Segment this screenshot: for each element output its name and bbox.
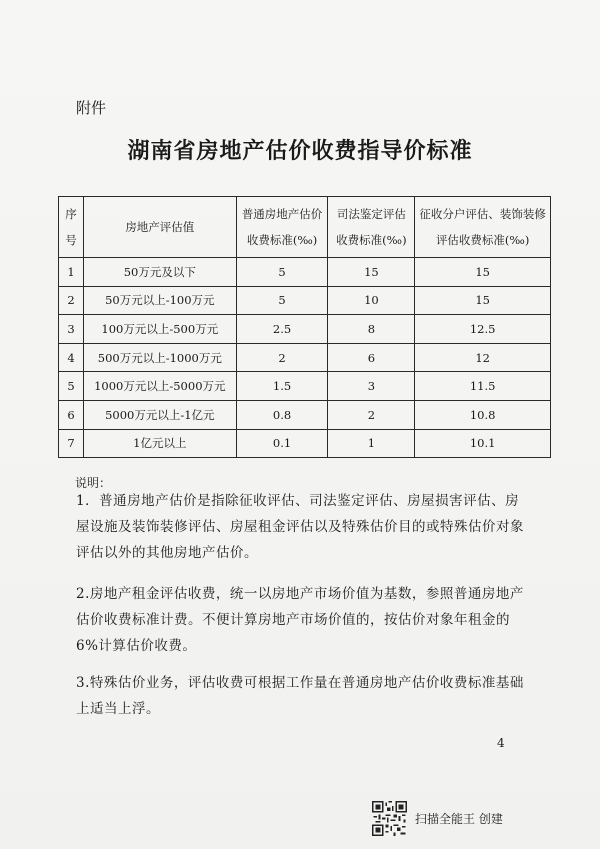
cell-judicial: 6 bbox=[328, 343, 415, 372]
table-header-row bbox=[59, 197, 551, 258]
cell-judicial: 3 bbox=[328, 372, 415, 401]
cell-general: 5 bbox=[236, 258, 328, 287]
header-general-line2: 收费标准(‰) bbox=[246, 233, 318, 247]
note-paragraph-3: 3.特殊估价业务，评估收费可根据工作量在普通房地产估价收费标准基础上适当上浮。 bbox=[76, 675, 524, 717]
qr-code-icon bbox=[372, 801, 407, 836]
cell-general: 1.5 bbox=[236, 372, 328, 401]
header-expropriation-line1: 征收分户评估、装饰装修 bbox=[419, 207, 546, 221]
cell-value: 1000万元以上-5000万元 bbox=[83, 372, 236, 401]
scanner-watermark bbox=[372, 801, 503, 836]
cell-value: 500万元以上-1000万元 bbox=[83, 343, 236, 372]
cell-expropriation: 10.1 bbox=[415, 429, 551, 458]
cell-value: 50万元及以下 bbox=[83, 258, 236, 287]
header-general bbox=[236, 197, 328, 258]
header-judicial bbox=[328, 197, 415, 258]
cell-seq: 2 bbox=[59, 286, 84, 315]
cell-judicial: 1 bbox=[328, 429, 415, 458]
cell-expropriation: 11.5 bbox=[415, 372, 551, 401]
notes-label: 说明： bbox=[75, 476, 112, 490]
header-general-line1: 普通房地产估价 bbox=[241, 207, 323, 221]
cell-judicial: 15 bbox=[328, 258, 415, 287]
table-row bbox=[59, 258, 551, 287]
page-number: 4 bbox=[497, 736, 505, 750]
header-judicial-line2: 收费标准(‰) bbox=[336, 233, 407, 247]
scanner-watermark-text: 扫描全能王 创建 bbox=[415, 812, 503, 826]
cell-seq: 4 bbox=[59, 343, 84, 372]
table-row bbox=[59, 372, 551, 401]
cell-expropriation: 15 bbox=[415, 286, 551, 315]
fee-standard-table bbox=[58, 196, 551, 458]
cell-value: 50万元以上-100万元 bbox=[83, 286, 236, 315]
cell-seq: 7 bbox=[59, 429, 84, 458]
note-paragraph-1: 1．普通房地产估价是指除征收评估、司法鉴定评估、房屋损害评估、房屋设施及装饰装修评估、房屋租金评估以及特殊估价目的或特殊估价对象评估以外的其他房地产估价。 bbox=[76, 493, 524, 561]
cell-general: 5 bbox=[236, 286, 328, 315]
cell-general: 2 bbox=[236, 343, 328, 372]
header-seq: 序号 bbox=[59, 197, 84, 258]
cell-seq: 5 bbox=[59, 372, 84, 401]
header-expropriation-line2: 评估收费标准(‰) bbox=[435, 233, 530, 247]
cell-seq: 6 bbox=[59, 400, 84, 429]
cell-value: 100万元以上-500万元 bbox=[83, 315, 236, 344]
header-expropriation bbox=[415, 197, 551, 258]
cell-seq: 1 bbox=[59, 258, 84, 287]
cell-expropriation: 12.5 bbox=[415, 315, 551, 344]
cell-judicial: 10 bbox=[328, 286, 415, 315]
table-row bbox=[59, 286, 551, 315]
header-value: 房地产评估值 bbox=[83, 197, 236, 258]
table-row bbox=[59, 429, 551, 458]
attachment-label: 附件 bbox=[76, 99, 107, 117]
cell-judicial: 2 bbox=[328, 400, 415, 429]
cell-expropriation: 10.8 bbox=[415, 400, 551, 429]
table-row bbox=[59, 343, 551, 372]
cell-judicial: 8 bbox=[328, 315, 415, 344]
note-paragraph-2: 2.房地产租金评估收费，统一以房地产市场价值为基数，参照普通房地产估价收费标准计费。不便计算房地产市场价值的，按估价对象年租金的6%计算估价收费。 bbox=[76, 586, 524, 654]
cell-general: 0.8 bbox=[236, 400, 328, 429]
table-row bbox=[59, 400, 551, 429]
cell-general: 2.5 bbox=[236, 315, 328, 344]
cell-seq: 3 bbox=[59, 315, 84, 344]
cell-value: 1亿元以上 bbox=[83, 429, 236, 458]
cell-expropriation: 15 bbox=[415, 258, 551, 287]
table-row bbox=[59, 315, 551, 344]
cell-general: 0.1 bbox=[236, 429, 328, 458]
page-title: 湖南省房地产估价收费指导价标准 bbox=[127, 138, 473, 164]
cell-expropriation: 12 bbox=[415, 343, 551, 372]
header-judicial-line1: 司法鉴定评估 bbox=[336, 207, 406, 221]
cell-value: 5000万元以上-1亿元 bbox=[83, 400, 236, 429]
